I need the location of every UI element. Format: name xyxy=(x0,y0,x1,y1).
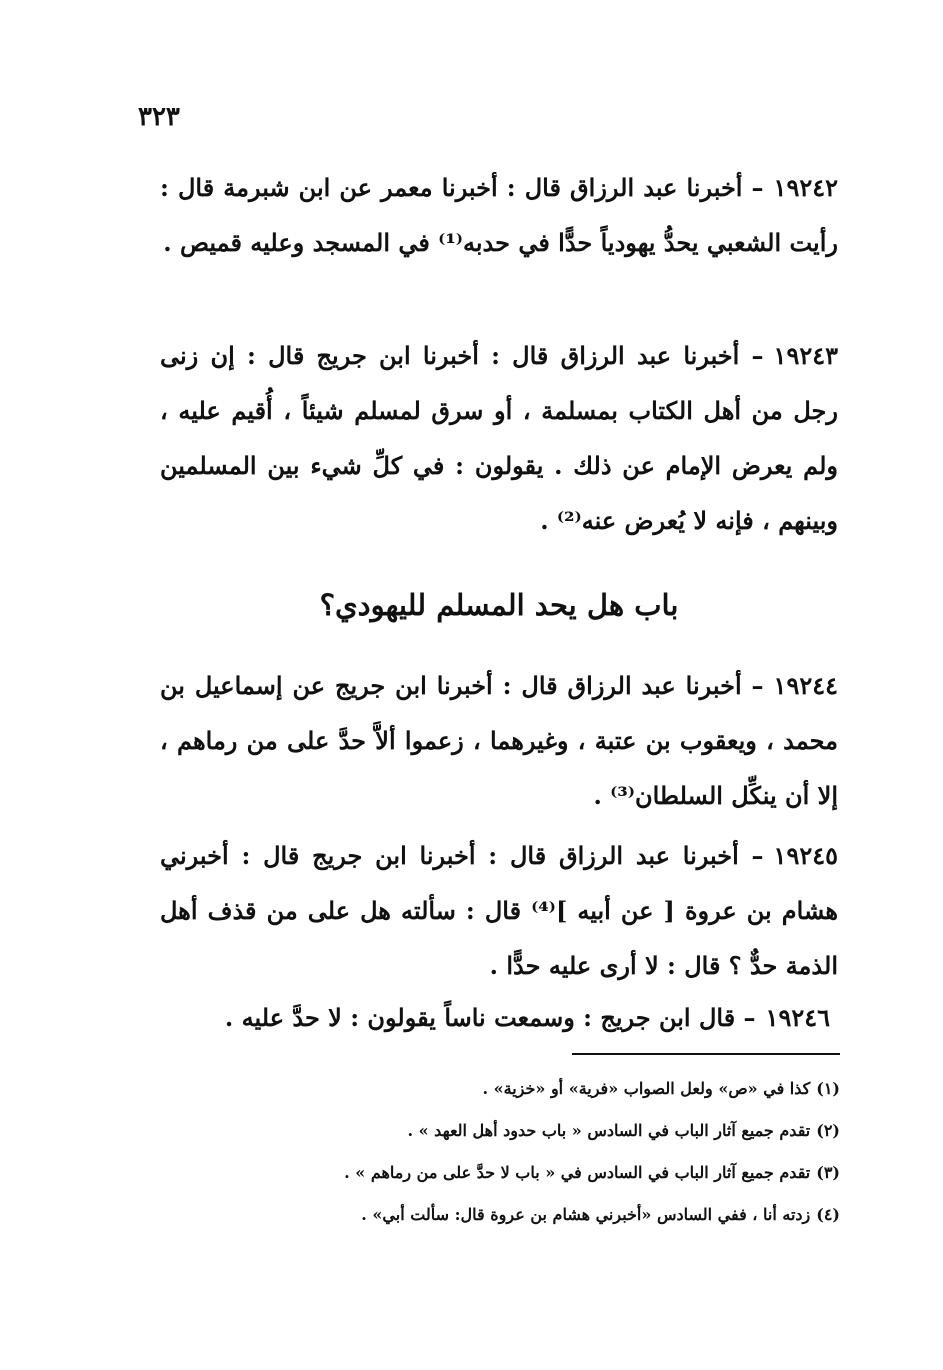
footnote-text: زدته أنا ، ففي السادس «أخبرني هشام بن عروة قال: سألت أبي» . xyxy=(361,1205,811,1224)
footnote-number: (٢) xyxy=(816,1121,840,1140)
hadith-19246 xyxy=(180,990,830,1045)
hadith-19244 xyxy=(160,658,838,823)
footnote-number: (١) xyxy=(816,1079,840,1098)
hadith-text: – أخبرنا عبد الرزاق قال : أخبرنا ابن جريج قال : إن زنى رجل من أهل الكتاب بمسلمة ، أو سرق لمسلم شيئاً ، أُقيم عليه ، ولم يعرض الإمام عن ذلك . يقولون : في كلِّ شيء بين المسلمين وبينهم ، فإنه لا يُعرض عنه⁽²⁾ . xyxy=(160,341,838,535)
hadith-number: ١٩٢٤٦ xyxy=(765,1003,830,1032)
page-number: ٣٢٣ xyxy=(138,102,180,132)
footnotes xyxy=(200,1068,840,1236)
footnote-item xyxy=(200,1110,840,1152)
hadith-19243 xyxy=(160,328,838,548)
footnote-number: (٣) xyxy=(816,1163,840,1182)
footnote-text: كذا في «ص» ولعل الصواب «فرية» أو «خزية» . xyxy=(482,1079,811,1098)
footnote-text: تقدم جميع آثار الباب في السادس « باب حدود أهل العهد » . xyxy=(407,1121,811,1140)
hadith-number: ١٩٢٤٣ xyxy=(773,341,838,370)
chapter-title: باب هل يحد المسلم لليهودي؟ xyxy=(319,588,679,622)
hadith-text: – أخبرنا عبد الرزاق قال : أخبرنا ابن جريج قال : أخبرني هشام بن عروة [ عن أبيه ]⁽⁴⁾ قال : سألته هل على من قذف أهل الذمة حدٌّ ؟ قال : لا أرى عليه حدًّا . xyxy=(160,841,839,980)
footnote-item xyxy=(200,1152,840,1194)
hadith-19245 xyxy=(160,828,838,993)
hadith-text: – أخبرنا عبد الرزاق قال : أخبرنا معمر عن ابن شبرمة قال : رأيت الشعبي يحدُّ يهودياً حدًّا في حدبه⁽¹⁾ في المسجد وعليه قميص . xyxy=(160,173,838,257)
footnote-divider xyxy=(572,1053,840,1055)
hadith-text: – قال ابن جريج : وسمعت ناساً يقولون : لا حدَّ عليه . xyxy=(224,1003,756,1032)
hadith-number: ١٩٢٤٢ xyxy=(773,173,838,202)
footnote-item xyxy=(200,1068,840,1110)
hadith-number: ١٩٢٤٤ xyxy=(773,671,838,700)
hadith-text: – أخبرنا عبد الرزاق قال : أخبرنا ابن جريج عن إسماعيل بن محمد ، ويعقوب بن عتبة ، وغيرهما ، زعموا ألاَّ حدَّ على من رماهم ، إلا أن ينكِّل السلطان⁽³⁾ . xyxy=(160,671,838,810)
footnote-number: (٤) xyxy=(816,1205,840,1224)
footnote-item xyxy=(200,1194,840,1236)
hadith-19242 xyxy=(160,160,838,270)
hadith-number: ١٩٢٤٥ xyxy=(773,841,838,870)
footnote-text: تقدم جميع آثار الباب في السادس في « باب لا حدَّ على من رماهم » . xyxy=(344,1163,811,1182)
